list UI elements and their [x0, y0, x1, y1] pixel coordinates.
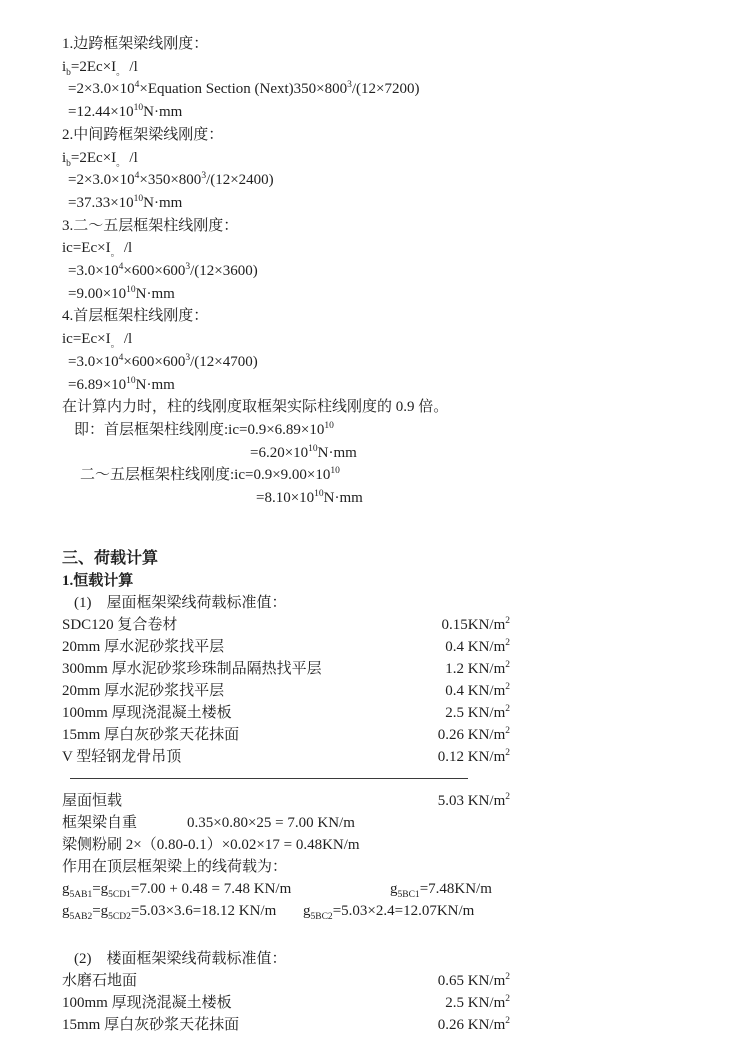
superscript: 2 [505, 993, 510, 1004]
load-item-label: 300mm 厚水泥砂浆珍珠制品隔热找平层 [62, 660, 322, 677]
doc-line-segment: 框架梁自重 [62, 814, 138, 831]
doc-line: $=3.0\times 10^4\times 600\times 600^3/(12\times 4700)$ [68, 352, 258, 370]
superscript: 2 [505, 725, 510, 736]
superscript: 4 [118, 352, 124, 363]
superscript: 4 [134, 80, 140, 91]
subscript: 。 [116, 67, 126, 78]
load-item-label: 水磨石地面 [62, 972, 138, 989]
doc-line: $=6.89\times 10^{10}N\cdot mm$ [68, 375, 175, 393]
superscript: 2 [505, 659, 510, 670]
subscript: 。 [110, 340, 121, 351]
doc-line: $=8.10\times 10^{10}N\cdot mm$ [256, 489, 363, 507]
vertical-gap [62, 922, 510, 948]
subscript: 5CD2 [108, 911, 131, 922]
doc-line: $ic=Ec\times I_。$ /l [62, 240, 133, 260]
load-item-value: 0.12 $KN/m^2$ [437, 747, 510, 765]
superscript: 10 [133, 193, 144, 204]
doc-line: $=37.33\times 10^{10}N\cdot mm$ [68, 193, 183, 211]
doc-line: 即：首层框架柱线刚度$:ic=0.9\times 6.89\times 10^{10}$ [74, 420, 334, 438]
superscript: 3 [347, 80, 352, 91]
doc-line: 2.中间跨框架梁线刚度： [62, 126, 224, 143]
doc-line: $i_b=2Ec\times I_。$ /l [62, 58, 138, 78]
stiffness-section [62, 33, 510, 510]
superscript: 10 [133, 103, 144, 114]
doc-line-multi-column [62, 812, 510, 834]
load-item-label: 15mm 厚白灰砂浆天花抹面 [62, 1016, 240, 1033]
subscript: b [66, 158, 71, 169]
doc-line: 作用在顶层框架梁上的线荷载为： [62, 858, 288, 875]
superscript: 3 [185, 262, 191, 273]
doc-line: 1.边跨框架梁线刚度： [62, 36, 209, 52]
doc-line: 4.首层框架柱线刚度： [62, 308, 209, 325]
doc-line: $=6.20\times 10^{10}N\cdot mm$ [250, 443, 357, 461]
doc-line-multi-column [62, 900, 510, 922]
load-table-row [62, 658, 510, 680]
load-item-value: 2.5 $KN/m^2$ [445, 703, 510, 721]
superscript: 10 [324, 420, 334, 431]
load-item-value: 0.65 $KN/m^2$ [437, 971, 510, 989]
superscript: 2 [505, 703, 510, 714]
superscript: 10 [126, 284, 136, 295]
doc-line: (1) 屋面框架梁线荷载标准值： [74, 594, 287, 611]
sub-heading: 1.恒载计算 [62, 572, 134, 589]
load-table-row [62, 680, 510, 702]
doc-line: $=2\times 3.0\times 10^4\times Equation$ Section $(Next)350\times 800^3/(12\times 7200)$ [68, 80, 420, 98]
superscript: 4 [118, 262, 124, 273]
load-table-row [62, 724, 510, 746]
doc-line: $i_b=2Ec\times I_。$ /l [62, 149, 138, 169]
doc-line: 3.二～五层框架柱线刚度： [62, 217, 239, 234]
doc-line: $=3.0\times 10^4\times 600\times 600^3/(12\times 3600)$ [68, 262, 258, 280]
load-item-value: 0.4 $KN/m^2$ [445, 681, 510, 699]
load-item-value: 5.03 $KN/m^2$ [437, 791, 510, 809]
superscript: 2 [505, 681, 510, 692]
load-table-row [62, 790, 510, 812]
superscript: 3 [201, 171, 207, 182]
load-item-label: 屋面恒载 [62, 792, 123, 809]
doc-line-segment: $g_{5BC2}=5.03\times 2.4=12.07KN/m$ [303, 902, 475, 922]
subscript: 5BC1 [397, 889, 420, 900]
load-item-label: 100mm 厚现浇混凝土楼板 [62, 994, 232, 1011]
doc-line-segment: $g_{5AB1}=g_{5CD1}=7.00 + 0.48 = 7.48$ KN/m [62, 880, 292, 900]
document-content [62, 33, 510, 1036]
doc-line-segment: 0.35×0.80×25 = 7.00 KN/m [187, 814, 355, 831]
load-item-label: 20mm 厚水泥砂浆找平层 [62, 638, 225, 655]
section-heading: 三、荷载计算 [62, 549, 159, 567]
superscript: 10 [308, 443, 318, 454]
subscript: 5AB2 [69, 911, 93, 922]
load-table-row [62, 1014, 510, 1036]
doc-line-multi-column [62, 878, 510, 900]
load-table-row [62, 970, 510, 992]
doc-line: $=12.44\times 10^{10}N\cdot mm$ [68, 103, 183, 121]
superscript: 2 [505, 747, 510, 758]
doc-line: $=9.00\times 10^{10}N\cdot mm$ [68, 284, 175, 302]
load-item-value: 0.26 $KN/m^2$ [437, 725, 510, 743]
load-item-value: 0.4 $KN/m^2$ [445, 637, 510, 655]
load-table-row [62, 636, 510, 658]
superscript: 4 [134, 171, 140, 182]
table-divider-row [62, 768, 510, 790]
superscript: 2 [505, 637, 510, 648]
subscript: 5CD1 [108, 889, 131, 900]
load-table-row [62, 614, 510, 636]
doc-line: (2) 楼面框架梁线荷载标准值： [74, 950, 287, 967]
superscript: 10 [126, 375, 136, 386]
superscript: 2 [505, 971, 510, 982]
subscript: 。 [116, 158, 126, 169]
load-table-row [62, 992, 510, 1014]
doc-line: 二～五层框架柱线刚度$:ic=0.9\times 9.00\times 10^{10}$ [80, 466, 340, 484]
superscript: 2 [505, 791, 510, 802]
doc-line-segment: $g_{5AB2}=g_{5CD2}=5.03\times 3.6=18.12$ KN/m [62, 902, 277, 922]
load-item-label: V 型轻钢龙骨吊顶 [62, 748, 182, 765]
superscript: 2 [505, 615, 510, 626]
doc-line-segment: $g_{5BC1}=7.48KN/m$ [390, 880, 492, 900]
doc-line: 梁侧粉刷 2×（0.80-0.1）×0.02×17 = 0.48KN/m [62, 836, 360, 853]
subscript: b [66, 67, 71, 78]
doc-line: $ic=Ec\times I_。$ /l [62, 331, 133, 351]
doc-line: $=2\times 3.0\times 10^4\times 350\times 800^3/(12\times 2400)$ [68, 171, 274, 189]
load-item-label: 15mm 厚白灰砂浆天花抹面 [62, 726, 240, 743]
superscript: 10 [330, 466, 340, 477]
superscript: 3 [185, 352, 191, 363]
superscript: 10 [314, 489, 324, 500]
load-table-row [62, 746, 510, 768]
load-item-value: 0.26 $KN/m^2$ [437, 1015, 510, 1033]
load-item-label: 20mm 厚水泥砂浆找平层 [62, 682, 225, 699]
load-item-value: $0.15KN/m^2$ [441, 615, 510, 633]
subscript: 5AB1 [69, 889, 93, 900]
load-item-label: SDC120 复合卷材 [62, 616, 178, 633]
divider-line [70, 778, 468, 779]
superscript: 2 [505, 1015, 510, 1026]
load-item-label: 100mm 厚现浇混凝土楼板 [62, 704, 232, 721]
subscript: 5BC2 [310, 911, 333, 922]
load-table-row [62, 702, 510, 724]
load-section [62, 548, 510, 1036]
subscript: 。 [110, 249, 121, 260]
doc-line: 在计算内力时，柱的线刚度取框架实际柱线刚度的 0.9 倍。 [62, 399, 449, 416]
load-item-value: 2.5 $KN/m^2$ [445, 993, 510, 1011]
load-item-value: 1.2 $KN/m^2$ [445, 659, 510, 677]
